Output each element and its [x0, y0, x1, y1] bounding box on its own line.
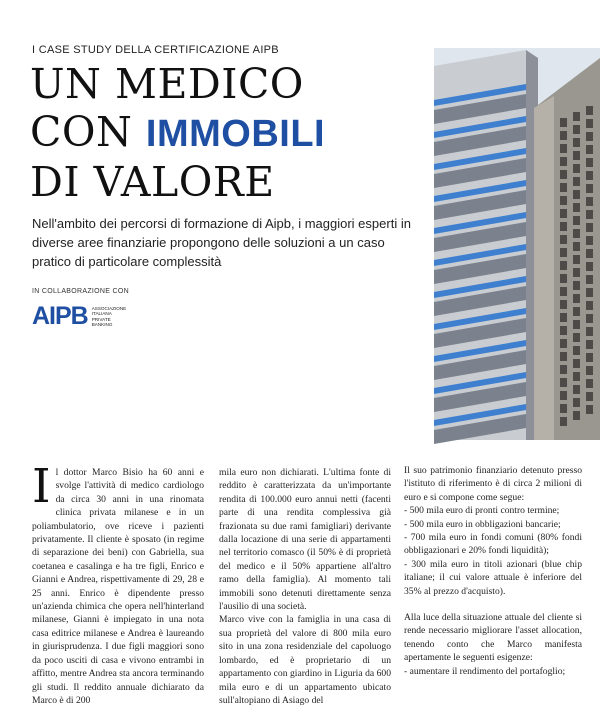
lead-paragraph: Nell'ambito dei percorsi di formazione di Aipb, i maggiori esperti in diverse aree finanziarie propongono delle soluzioni a un caso pratico di particolare complessità	[32, 216, 411, 269]
window	[560, 274, 567, 283]
window	[573, 281, 580, 290]
window	[573, 112, 580, 121]
window	[586, 158, 593, 167]
window	[586, 301, 593, 310]
window	[586, 353, 593, 362]
window	[573, 255, 580, 264]
window	[573, 411, 580, 420]
window	[560, 339, 567, 348]
window	[586, 210, 593, 219]
window	[586, 288, 593, 297]
window	[573, 125, 580, 134]
collaboration-label: IN COLLABORAZIONE CON	[32, 288, 129, 295]
dropcap: I	[32, 459, 51, 514]
window	[560, 209, 567, 218]
window	[573, 151, 580, 160]
window	[586, 145, 593, 154]
window	[573, 294, 580, 303]
logo-text-line: ASSOCIAZIONE	[91, 306, 127, 312]
window	[560, 352, 567, 361]
window	[560, 170, 567, 179]
building-photo	[434, 48, 600, 440]
headline-line-2-prefix: CON	[30, 108, 146, 156]
window	[560, 222, 567, 231]
window	[573, 229, 580, 238]
column-3-intro: Il suo patrimonio finanziario detenuto presso l'istituto di riferimento è di circa 2 milioni di euro e si compone come segue:	[404, 465, 582, 503]
window	[560, 261, 567, 270]
article-body	[32, 452, 584, 706]
window	[573, 333, 580, 342]
column-3-list-item: - aumentare il rendimento del portafoglio;	[404, 665, 566, 677]
article-column-2	[219, 466, 391, 707]
logo-text-line: ITALIANA	[91, 311, 112, 317]
window	[560, 365, 567, 374]
window	[586, 379, 593, 388]
window	[573, 203, 580, 212]
window	[573, 320, 580, 329]
aipb-logo	[32, 303, 126, 329]
window	[586, 171, 593, 180]
headline-line-3: DI VALORE	[30, 158, 275, 206]
window	[560, 131, 567, 140]
aipb-logo-mark: AIPB	[32, 302, 88, 330]
window	[586, 314, 593, 323]
window	[586, 223, 593, 232]
window	[560, 235, 567, 244]
window	[573, 372, 580, 381]
window	[586, 197, 593, 206]
window	[573, 138, 580, 147]
window	[586, 340, 593, 349]
column-3-paragraph-2: Alla luce della situazione attuale del cliente si rende necessario migliorare l'asset allocation, tenendo conto che Marco manifesta apertamente le seguenti esigenze:	[404, 612, 582, 664]
window	[586, 392, 593, 401]
article-column-3	[404, 464, 582, 678]
window	[573, 216, 580, 225]
window	[560, 300, 567, 309]
window	[573, 307, 580, 316]
headline-line-1: UN MEDICO	[30, 60, 304, 108]
column-3-list-item: - 700 mila euro in fondi comuni (80% fondi obbligazionari e 20% fondi liquidità);	[404, 532, 582, 557]
window	[560, 417, 567, 426]
window	[586, 119, 593, 128]
paragraph-gap	[404, 598, 582, 611]
column-1-text: l dottor Marco Bisio ha 60 anni e svolge l'attività di medico cardiologo da circa 30 anni in una rinomata clinica privata milanese e in un poliambulatorio, ove riceve i pazienti privatamente. Il cliente è sposato (in regime di separazione dei beni) con Gabriella, sua coetanea e casalinga e ha tre figli, Enrico e Gianni e Andrea, rispettivamente di 29, 28 e 25 anni. Enrico è dipendente presso un'azienda chimica che opera nell'hinterland milanese, Gianni è impiegato in una nota casa editrice milanese e Andrea è laureando in giurisprudenza. I due figli maggiori sono da poco usciti di casa e vivono entrambi in affitto, mentre Andrea sta ancora terminando gli studi. Il reddito annuale dichiarato da Marco è di 200	[32, 467, 204, 706]
window	[560, 118, 567, 127]
column-3-list-item: - 500 mila euro di pronti contro termine;	[404, 505, 560, 517]
window	[560, 144, 567, 153]
window	[560, 404, 567, 413]
window	[560, 287, 567, 296]
window	[586, 106, 593, 115]
window	[560, 378, 567, 387]
window	[586, 132, 593, 141]
window	[586, 236, 593, 245]
window	[573, 268, 580, 277]
window	[586, 249, 593, 258]
window	[560, 248, 567, 257]
headline	[30, 60, 325, 206]
column-2-paragraph-1: mila euro non dichiarati. L'ultima fonte di reddito è caratterizzata da un'importante rendita di 100.000 euro annui netti (facenti parte di una rendita complessiva già frazionata su due rami famigliari) derivante dalla locazione di una serie di appartamenti nel territorio comasco (il 50% è di proprietà del medico e il 50% appartiene all'altro ramo della famiglia). Al momento tali immobili sono detenuti direttamente senza l'ausilio di una società.	[219, 467, 391, 613]
column-2-paragraph-2: Marco vive con la famiglia in una casa di sua proprietà del valore di 800 mila euro sito in una zona residenziale del capoluogo lombardo, ed è proprietario di un appartamento con giardino in Liguria da 600 mila euro e di un appartamento ubicato sull'altopiano di Asiago del	[219, 614, 391, 706]
window	[586, 275, 593, 284]
window	[586, 366, 593, 375]
column-3-list-item: - 300 mila euro in titoli azionari (blue chip italiane; il cui valore attuale è inferiore del 35% al prezzo d'acquisto).	[404, 558, 582, 597]
column-3-list-item: - 500 mila euro in obbligazioni bancarie;	[404, 518, 561, 530]
window	[560, 196, 567, 205]
window	[573, 346, 580, 355]
window	[560, 313, 567, 322]
logo-text-line: BANKING	[91, 321, 113, 327]
window	[573, 164, 580, 173]
window	[586, 184, 593, 193]
window	[573, 242, 580, 251]
window	[560, 157, 567, 166]
window	[573, 177, 580, 186]
aipb-logo-text	[92, 306, 126, 329]
window	[586, 262, 593, 271]
window	[560, 326, 567, 335]
window	[586, 405, 593, 414]
logo-text-line: PRIVATE	[91, 316, 111, 322]
window	[573, 385, 580, 394]
window	[573, 190, 580, 199]
kicker: I CASE STUDY DELLA CERTIFICAZIONE AIPB	[32, 44, 279, 56]
window	[560, 183, 567, 192]
headline-highlight: IMMOBILI	[145, 113, 326, 155]
window	[586, 327, 593, 336]
window	[560, 391, 567, 400]
window	[573, 398, 580, 407]
article-column-1	[32, 459, 204, 707]
window	[573, 359, 580, 368]
